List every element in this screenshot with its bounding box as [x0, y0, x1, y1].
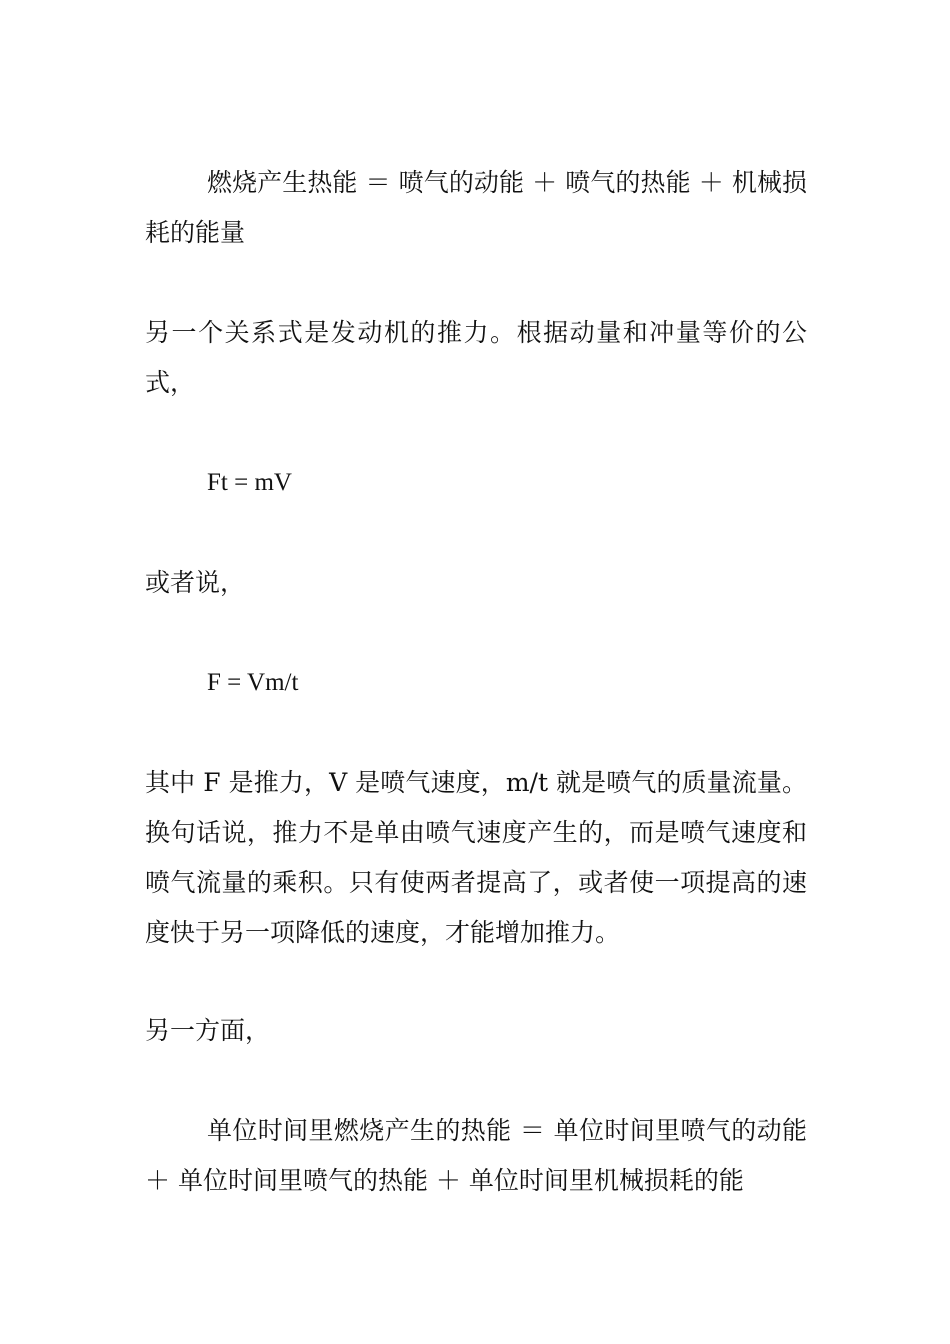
- thrust-explanation-paragraph: 其中 F 是推力，V 是喷气速度，m/t 就是喷气的质量流量。换句话说，推力不是单由喷气速度产生的，而是喷气速度和喷气流量的乘积。只有使两者提高了，或者使一项提高的速度快于另一项降低的速度，才能增加推力。: [145, 768, 807, 947]
- energy-equation-paragraph: 燃烧产生热能 ＝ 喷气的动能 ＋ 喷气的热能 ＋ 机械损耗的能量: [145, 168, 807, 247]
- alternative-phrase: 或者说，: [145, 568, 246, 597]
- thrust-intro-paragraph: 另一个关系式是发动机的推力。根据动量和冲量等价的公式，: [145, 318, 807, 397]
- thrust-formula: F = Vm/t: [207, 669, 299, 696]
- unit-time-energy-equation: 单位时间里燃烧产生的热能 ＝ 单位时间里喷气的动能 ＋ 单位时间里喷气的热能 ＋ 单位时间里机械损耗的能: [145, 1116, 807, 1195]
- on-the-other-hand-phrase: 另一方面，: [145, 1016, 271, 1045]
- impulse-formula: Ft = mV: [207, 469, 292, 496]
